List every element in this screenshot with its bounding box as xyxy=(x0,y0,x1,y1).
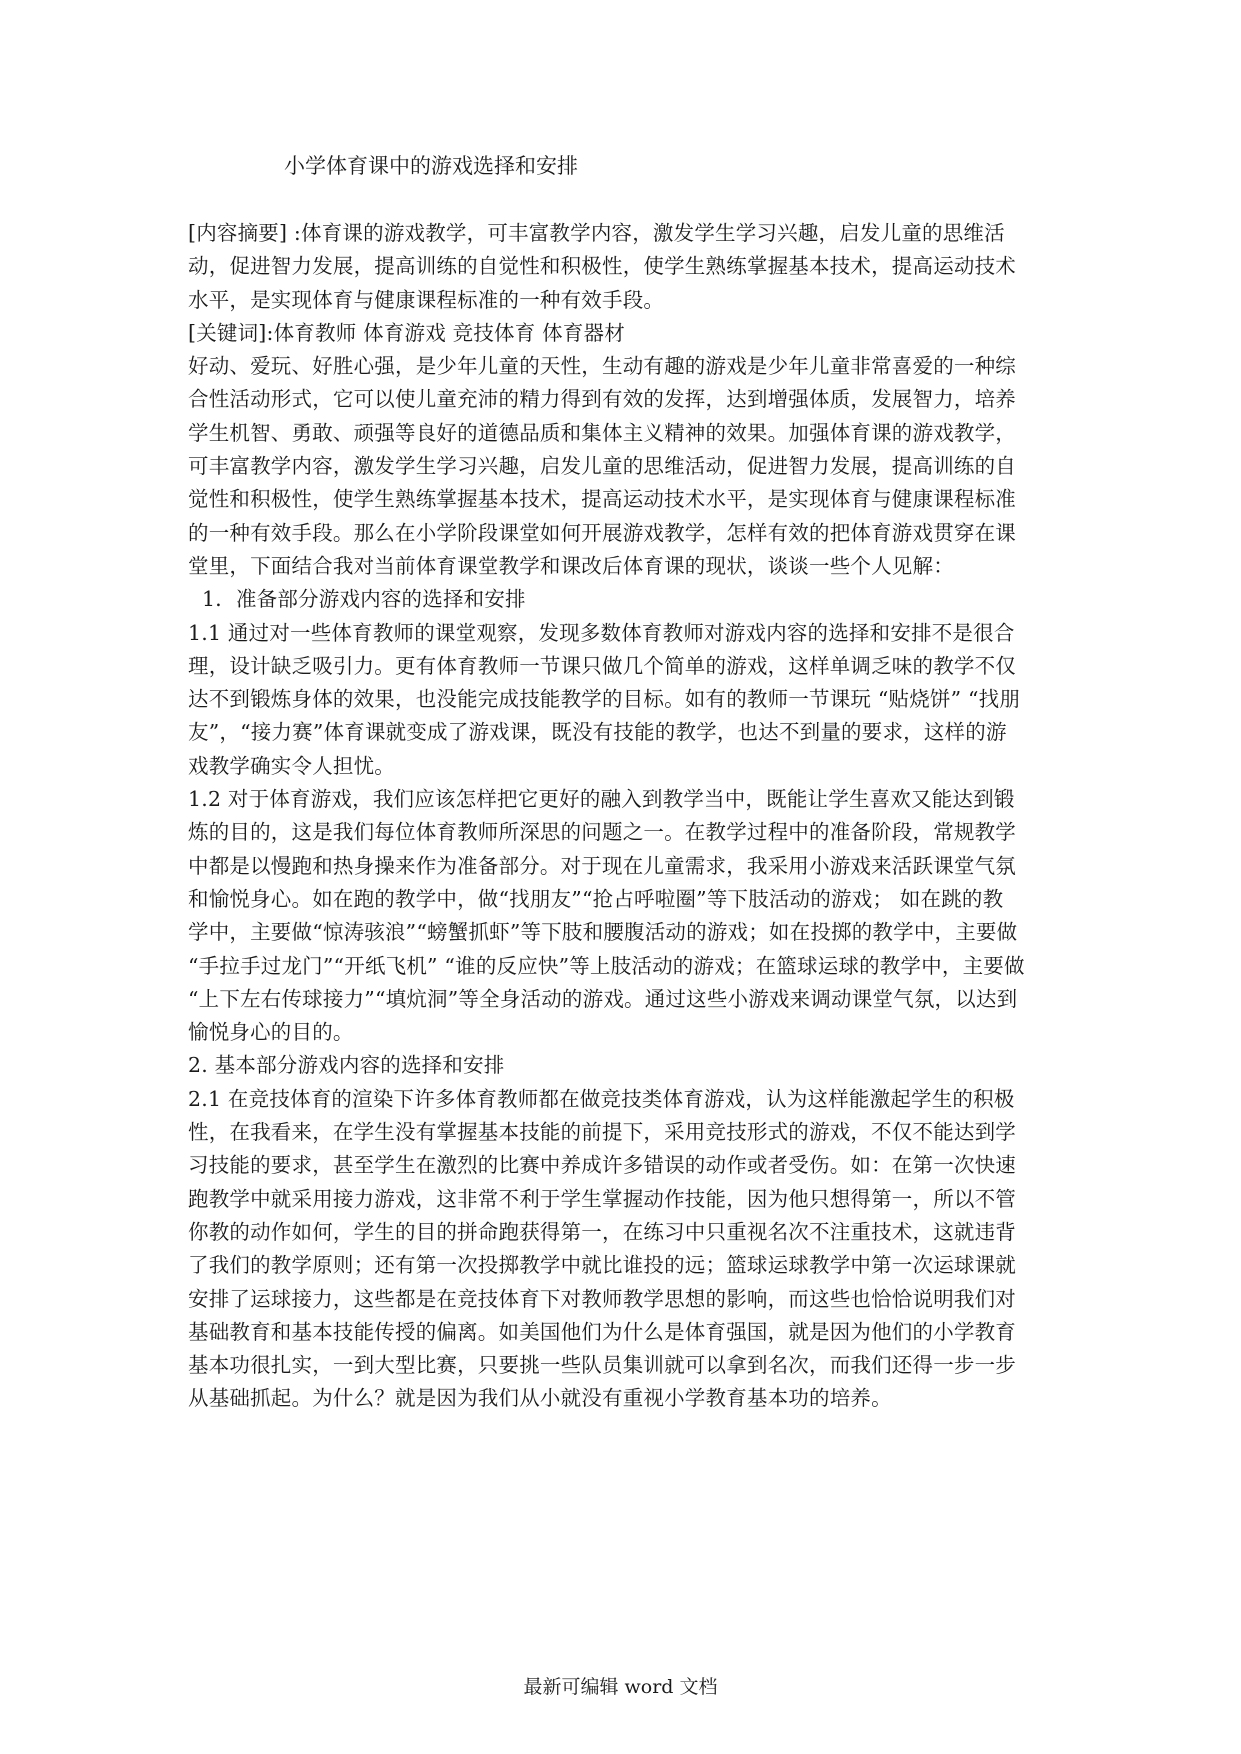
section-heading-1: 1．准备部分游戏内容的选择和安排 xyxy=(202,587,526,612)
text-line: 动，促进智力发展，提高训练的自觉性和积极性，使学生熟练掌握基本技术，提高运动技术 xyxy=(188,254,1016,279)
text-line: 友”，“接力赛”体育课就变成了游戏课，既没有技能的教学，也达不到量的要求，这样的游 xyxy=(188,720,1007,745)
text-line: 和愉悦身心。如在跑的教学中，做“找朋友”“抢占呼啦圈”等下肢活动的游戏； 如在跳的教 xyxy=(188,886,1004,911)
text-line: 炼的目的，这是我们每位体育教师所深思的问题之一。在教学过程中的准备阶段，常规教学 xyxy=(188,820,1016,845)
text-line: 2.1 在竞技体育的渲染下许多体育教师都在做竞技类体育游戏，认为这样能激起学生的积极 xyxy=(188,1086,1015,1111)
text-line: 可丰富教学内容，激发学生学习兴趣，启发儿童的思维活动，促进智力发展，提高训练的自 xyxy=(188,454,1016,479)
text-line: 从基础抓起。为什么？就是因为我们从小就没有重视小学教育基本功的培养。 xyxy=(188,1386,892,1411)
text-line: 愉悦身心的目的。 xyxy=(188,1020,354,1045)
text-line: 的一种有效手段。那么在小学阶段课堂如何开展游戏教学，怎样有效的把体育游戏贯穿在课 xyxy=(188,520,1016,545)
text-line: [内容摘要] :体育课的游戏教学，可丰富教学内容，激发学生学习兴趣，启发儿童的思维活 xyxy=(188,221,1005,245)
text-line: 水平，是实现体育与健康课程标准的一种有效手段。 xyxy=(188,287,665,312)
text-line: 好动、爱玩、好胜心强，是少年儿童的天性，生动有趣的游戏是少年儿童非常喜爱的一种综 xyxy=(188,354,1016,379)
text-line: 堂里，下面结合我对当前体育课堂教学和课改后体育课的现状，谈谈一些个人见解： xyxy=(188,553,954,578)
text-line: 跑教学中就采用接力游戏，这非常不利于学生掌握动作技能，因为他只想得第一，所以不管 xyxy=(188,1186,1016,1211)
keywords-line: [关键词]:体育教师 体育游戏 竞技体育 体育器材 xyxy=(188,320,625,345)
document-body xyxy=(188,217,1058,1416)
text-line: 基础教育和基本技能传授的偏离。如美国他们为什么是体育强国，就是因为他们的小学教育 xyxy=(188,1319,1016,1344)
page-footer: 最新可编辑 word 文档 xyxy=(523,1676,718,1698)
text-line: 理，设计缺乏吸引力。更有体育教师一节课只做几个简单的游戏，这样单调乏味的教学不仅 xyxy=(188,653,1016,678)
text-line: 习技能的要求，甚至学生在激烈的比赛中养成许多错误的动作或者受伤。如：在第一次快速 xyxy=(188,1153,1016,1178)
text-line: 了我们的教学原则；还有第一次投掷教学中就比谁投的远；篮球运球教学中第一次运球课就 xyxy=(188,1253,1016,1278)
text-line: 觉性和积极性，使学生熟练掌握基本技术，提高运动技术水平，是实现体育与健康课程标准 xyxy=(188,487,1016,512)
text-line: “手拉手过龙门”“开纸飞机” “谁的反应快”等上肢活动的游戏；在篮球运球的教学中，主要做 xyxy=(188,953,1025,978)
text-line: 戏教学确实令人担忧。 xyxy=(188,753,395,778)
text-line: 1.1 通过对一些体育教师的课堂观察，发现多数体育教师对游戏内容的选择和安排不是很合 xyxy=(188,620,1015,645)
text-line: 你教的动作如何，学生的目的拼命跑获得第一，在练习中只重视名次不注重技术，这就违背 xyxy=(188,1219,1016,1244)
text-line: 中都是以慢跑和热身操来作为准备部分。对于现在儿童需求，我采用小游戏来活跃课堂气氛 xyxy=(188,853,1016,878)
text-line: 安排了运球接力，这些都是在竞技体育下对教师教学思想的影响，而这些也恰恰说明我们对 xyxy=(188,1286,1016,1311)
section-heading-2: 2. 基本部分游戏内容的选择和安排 xyxy=(188,1053,505,1078)
text-line: “上下左右传球接力”“填炕洞”等全身活动的游戏。通过这些小游戏来调动课堂气氛，以达到 xyxy=(188,986,1018,1011)
document-title: 小学体育课中的游戏选择和安排 xyxy=(284,154,578,178)
text-line: 性，在我看来，在学生没有掌握基本技能的前提下，采用竞技形式的游戏，不仅不能达到学 xyxy=(188,1120,1016,1145)
text-line: 1.2 对于体育游戏，我们应该怎样把它更好的融入到教学当中，既能让学生喜欢又能达到锻 xyxy=(188,787,1015,812)
text-line: 达不到锻炼身体的效果，也没能完成技能教学的目标。如有的教师一节课玩 “贴烧饼” “找朋 xyxy=(188,687,1021,712)
text-line: 学中，主要做“惊涛骇浪”“螃蟹抓虾”等下肢和腰腹活动的游戏；如在投掷的教学中，主要做 xyxy=(188,920,1018,945)
text-line: 合性活动形式，它可以使儿童充沛的精力得到有效的发挥，达到增强体质，发展智力，培养 xyxy=(188,387,1016,412)
text-line: 学生机智、勇敢、顽强等良好的道德品质和集体主义精神的效果。加强体育课的游戏教学， xyxy=(188,420,1016,445)
text-line: 基本功很扎实，一到大型比赛，只要挑一些队员集训就可以拿到名次，而我们还得一步一步 xyxy=(188,1353,1016,1378)
